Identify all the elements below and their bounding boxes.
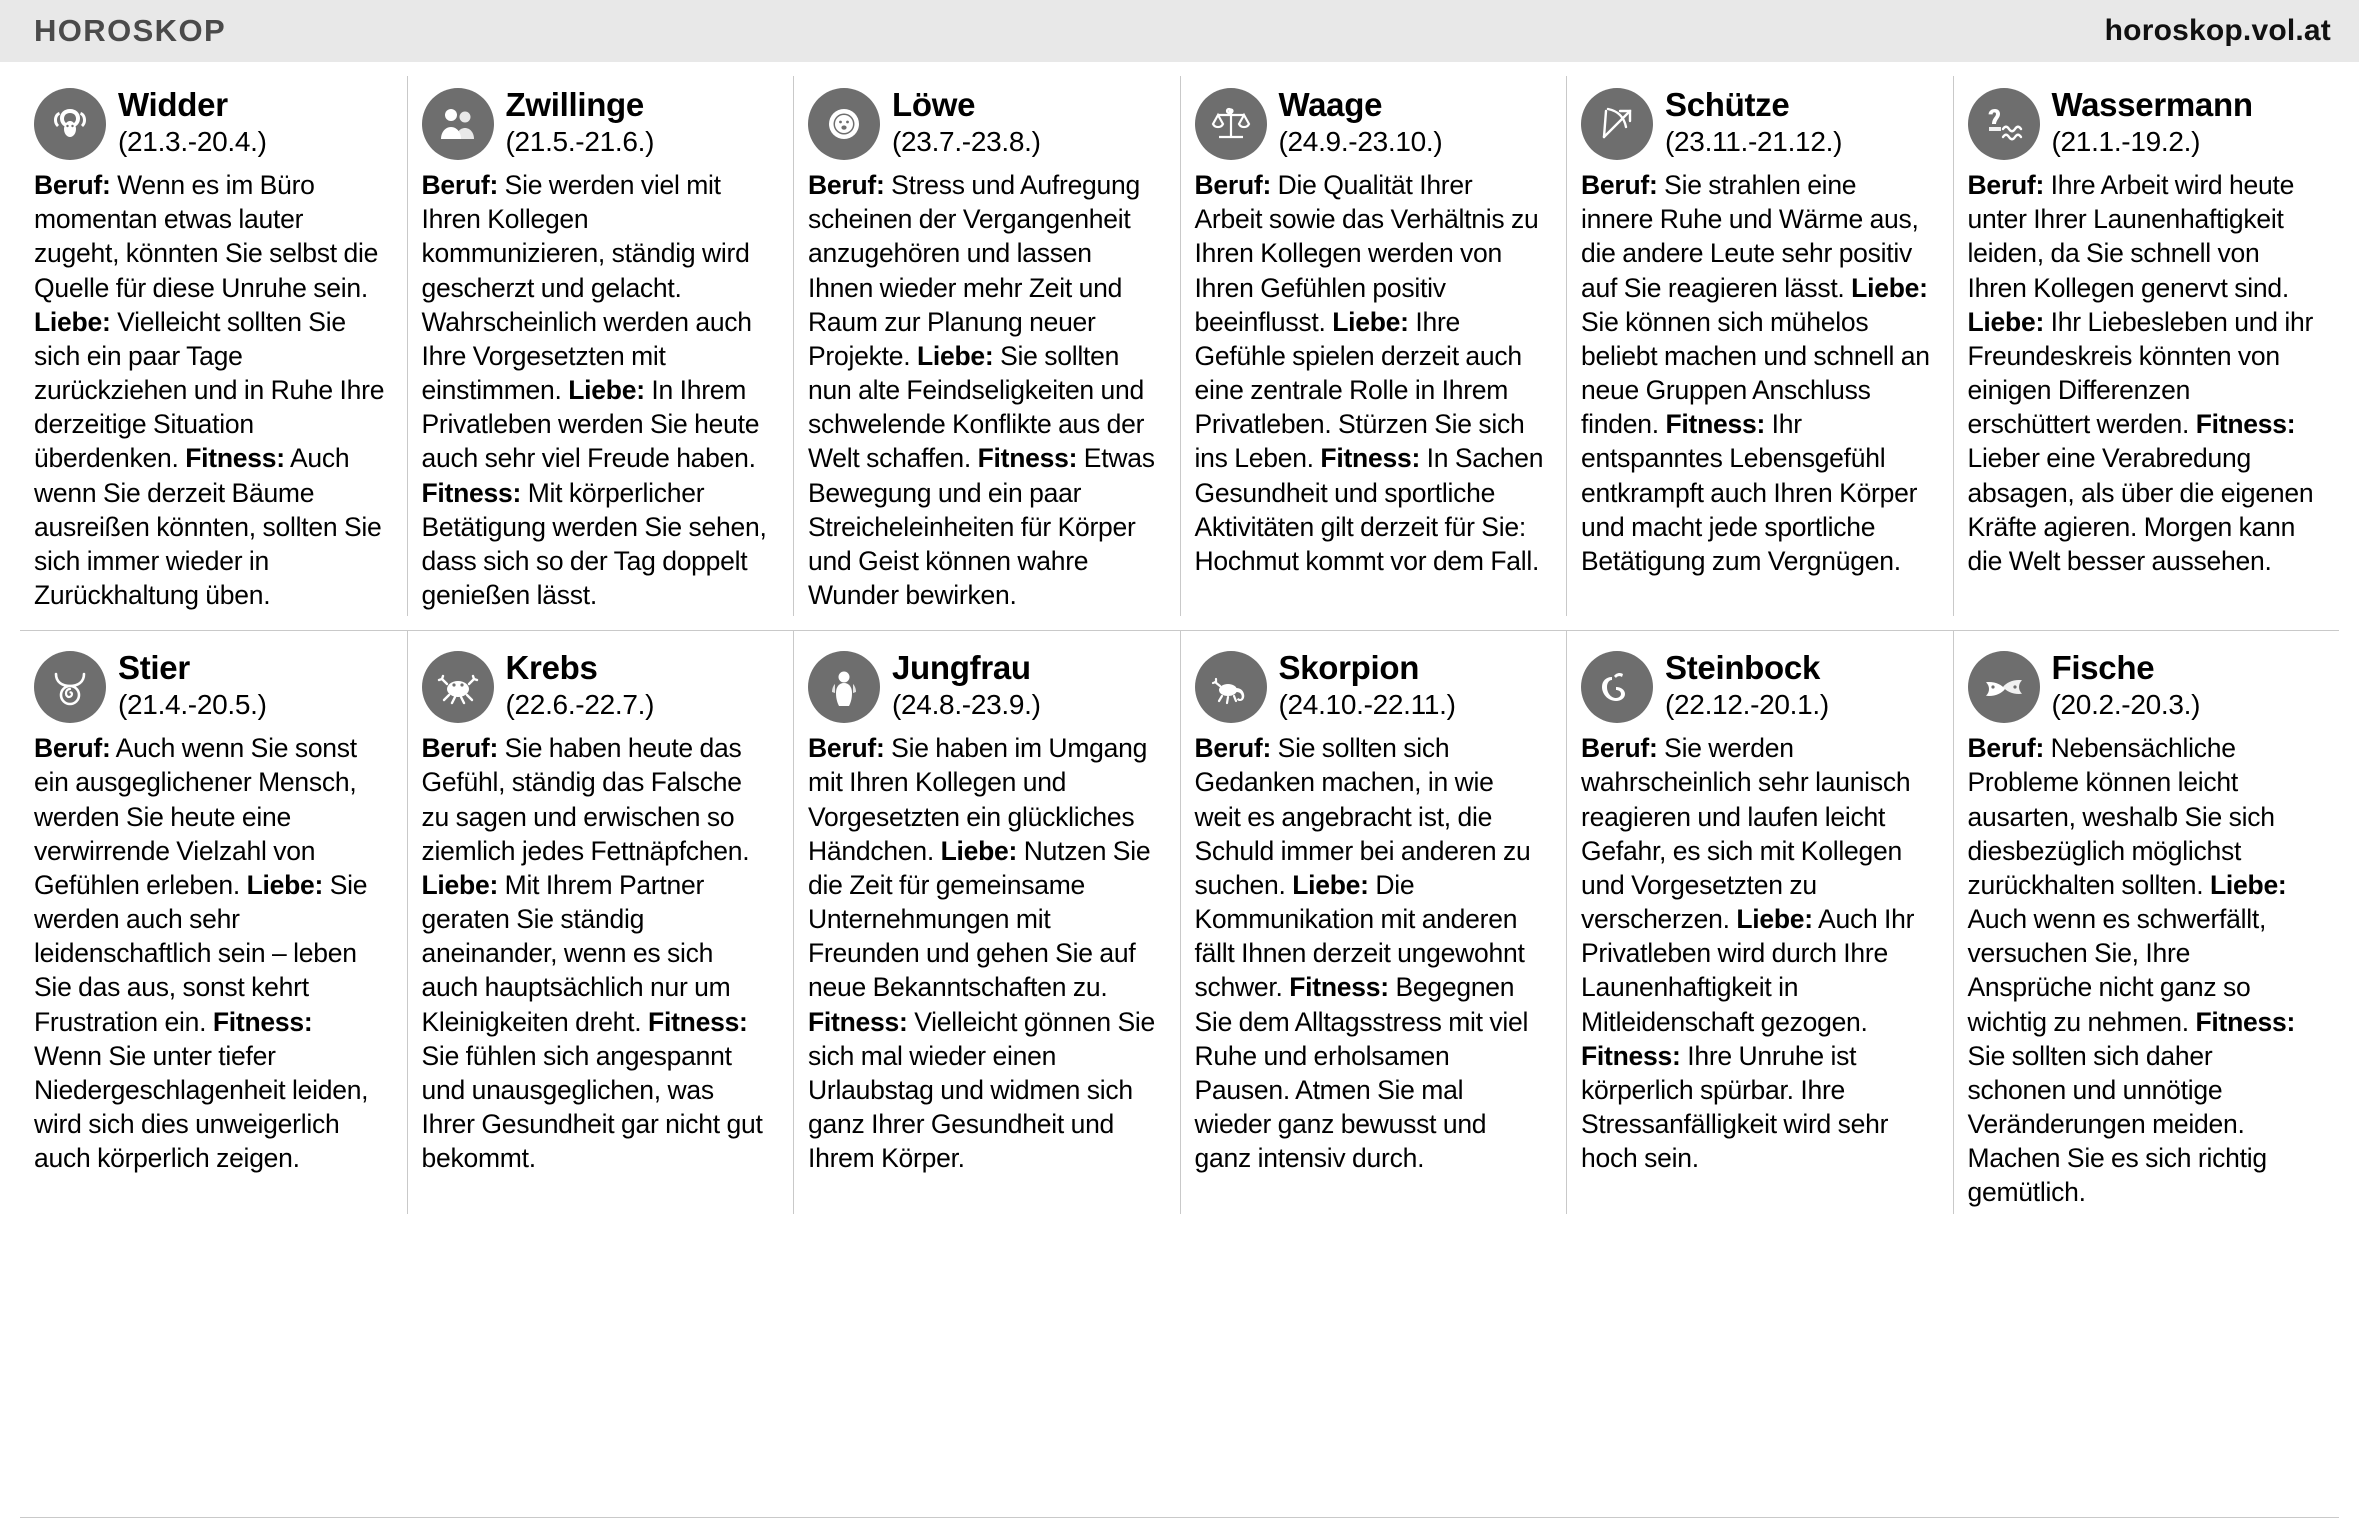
section-label: Fitness:: [648, 1006, 748, 1037]
section-label: Fitness:: [2195, 1006, 2296, 1037]
section-label: Beruf:: [1581, 733, 1658, 764]
section-label: Liebe:: [2209, 869, 2287, 900]
sign-body: [808, 731, 1158, 1175]
section-label: Fitness:: [1665, 409, 1766, 440]
section-label: Liebe:: [940, 835, 1018, 866]
sign-body: [1968, 731, 2318, 1209]
sign-title-block: [1665, 86, 1842, 158]
gemini-twins-icon: [422, 88, 494, 160]
bottom-divider: [20, 1517, 2339, 1518]
section-text: Die Qualität Ihrer Arbeit sowie das Verhältnis zu Ihren Kollegen werden von Ihren Gefühlen positiv beeinflusst.: [1194, 170, 1539, 337]
section-text: Ihre Arbeit wird heute unter Ihrer Launenhaftigkeit leiden, da Sie schnell von Ihren Kollegen genervt sind.: [1967, 170, 2295, 303]
sign-body: [34, 731, 385, 1175]
section-label: Beruf:: [808, 733, 885, 764]
sign-name: Widder: [118, 86, 228, 123]
source-url: horoskop.vol.at: [2104, 14, 2331, 47]
sign-header: [808, 649, 1158, 723]
sign-dates: (21.1.-19.2.): [2051, 125, 2201, 157]
section-text: Sie haben im Umgang mit Ihren Kollegen und Vorgesetzten ein glückliches Händchen.: [808, 733, 1148, 866]
sign-card-jungfrau[interactable]: [793, 631, 1180, 1213]
section-label: Liebe:: [1292, 869, 1369, 900]
section-text: Auch wenn Sie derzeit Bäume ausreißen könnten, sollten Sie sich immer wieder in Zurückhaltung üben.: [34, 443, 382, 611]
sign-card-krebs[interactable]: [407, 631, 794, 1213]
section-label: Fitness:: [808, 1006, 908, 1037]
section-text: Sie können sich mühelos beliebt machen und schnell an neue Gruppen Anschluss finden.: [1581, 306, 1930, 440]
section-label: Beruf:: [1967, 733, 2045, 764]
section-text: Sie werden viel mit Ihren Kollegen kommunizieren, ständig wird gescherzt und gelacht. Wahrscheinlich werden auch Ihre Vorgesetzten mit einstimmen.: [421, 170, 752, 406]
sign-name: Krebs: [505, 649, 598, 687]
section-text: Die Kommunikation mit anderen fällt Ihnen derzeit ungewohnt schwer.: [1194, 869, 1525, 1003]
section-label: Beruf:: [1581, 170, 1658, 200]
sign-name: Wassermann: [2051, 86, 2253, 123]
sign-dates: (21.4.-20.5.): [118, 688, 267, 720]
section-text: Sie werden wahrscheinlich sehr launisch reagieren und laufen leicht Gefahr, es sich mit Kollegen und Vorgesetzten zu verscherzen.: [1581, 733, 1911, 935]
sign-title-block: [506, 649, 655, 721]
section-label: Liebe:: [1332, 306, 1409, 337]
section-label: Fitness:: [1320, 443, 1421, 474]
section-text: Etwas Bewegung und ein paar Streicheleinheiten für Körper und Geist können wahre Wunder bewirken.: [808, 443, 1155, 611]
sign-card-zwillinge[interactable]: [407, 76, 794, 616]
section-label: Liebe:: [1851, 272, 1928, 303]
sign-header: [808, 86, 1158, 160]
sign-grid: [0, 62, 2359, 1214]
page-title: HOROSKOP: [34, 13, 227, 48]
sign-card-steinbock[interactable]: [1566, 631, 1953, 1213]
sign-title-block: [892, 649, 1041, 721]
section-label: Beruf:: [1967, 170, 2045, 200]
section-text: Sie sollten nun alte Feindseligkeiten und schwelende Konflikte aus der Welt schaffen.: [808, 340, 1145, 474]
section-label: Liebe:: [916, 340, 994, 371]
sign-name: Fische: [2051, 649, 2155, 687]
section-label: Liebe:: [1736, 904, 1813, 935]
cancer-crab-icon: [422, 651, 494, 723]
sign-title-block: [118, 86, 267, 158]
section-text: Sie werden auch sehr leidenschaftlich sein – leben Sie das aus, sonst kehrt Frustration ein.: [34, 869, 368, 1037]
sign-body: [422, 168, 772, 612]
section-text: Begegnen Sie dem Alltagsstress mit viel Ruhe und erholsamen Pausen. Atmen Sie mal wieder ganz bewusst und ganz intensiv durch.: [1194, 972, 1529, 1174]
sign-dates: (22.6.-22.7.): [505, 688, 655, 720]
aquarius-waterbearer-icon: [1968, 88, 2040, 160]
sign-title-block: [506, 86, 655, 158]
sign-body: [808, 168, 1158, 612]
section-label: Fitness:: [1581, 1040, 1681, 1071]
section-text: Nebensächliche Probleme können leicht ausarten, weshalb Sie sich diesbezüglich möglichst zurückhalten sollten.: [1967, 733, 2275, 900]
section-text: In Ihrem Privatleben werden Sie heute auch sehr viel Freude haben.: [421, 375, 760, 474]
section-label: Fitness:: [2195, 409, 2296, 440]
sign-name: Löwe: [892, 86, 976, 123]
section-text: Auch Ihr Privatleben wird durch Ihre Launenhaftigkeit in Mitleidenschaft gezogen.: [1581, 904, 1915, 1037]
section-label: Beruf:: [421, 170, 499, 200]
section-text: Lieber eine Verabredung absagen, als über die eigenen Kräfte agieren. Morgen kann die Welt besser aussehen.: [1967, 443, 2314, 576]
sign-body: [1195, 168, 1545, 578]
section-text: Wenn Sie unter tiefer Niedergeschlagenheit leiden, wird sich dies unweigerlich auch körperlich zeigen.: [34, 1040, 369, 1174]
section-label: Beruf:: [808, 170, 885, 200]
sign-body: [1195, 731, 1545, 1175]
leo-lion-icon: [808, 88, 880, 160]
sign-name: Waage: [1278, 86, 1383, 123]
capricorn-goat-icon: [1581, 651, 1653, 723]
sign-header: [1195, 86, 1545, 160]
sign-title-block: [1665, 649, 1829, 721]
sign-title-block: [892, 86, 1041, 158]
sign-dates: (23.11.-21.12.): [1665, 125, 1843, 157]
sign-body: [34, 168, 385, 612]
section-label: Liebe:: [246, 869, 324, 900]
sign-body: [1581, 168, 1931, 578]
section-text: Wenn es im Büro momentan etwas lauter zugeht, könnten Sie selbst die Quelle für diese Unruhe sein.: [34, 170, 379, 303]
section-text: Sie sollten sich Gedanken machen, in wie weit es angebracht ist, die Schuld immer bei anderen zu suchen.: [1194, 733, 1531, 900]
section-label: Beruf:: [34, 733, 111, 764]
sign-title-block: [118, 649, 267, 721]
sign-header: [1195, 649, 1545, 723]
section-label: Fitness:: [977, 443, 1078, 474]
section-text: Sie sollten sich daher schonen und unnötige Veränderungen meiden. Machen Sie es sich richtig gemütlich.: [1967, 1040, 2267, 1208]
sign-name: Jungfrau: [892, 649, 1031, 687]
section-text: Sie haben heute das Gefühl, ständig das Falsche zu sagen und erwischen so ziemlich jedes Fettnäpfchen.: [421, 733, 750, 866]
sign-dates: (20.2.-20.3.): [2051, 688, 2201, 720]
sign-name: Skorpion: [1278, 649, 1420, 687]
section-label: Liebe:: [34, 306, 111, 337]
section-label: Fitness:: [185, 443, 285, 474]
virgo-maiden-icon: [808, 651, 880, 723]
sign-header: [1968, 86, 2318, 160]
sign-body: [422, 731, 772, 1175]
sign-dates: (21.5.-21.6.): [505, 125, 655, 157]
sign-card-skorpion[interactable]: [1180, 631, 1567, 1213]
taurus-bull-icon: [34, 651, 106, 723]
section-text: Auch wenn Sie sonst ein ausgeglichener Mensch, werden Sie heute eine verwirrende Vielzahl von Gefühlen erleben.: [34, 733, 357, 900]
sign-body: [1968, 168, 2318, 578]
sign-dates: (24.8.-23.9.): [892, 688, 1041, 720]
section-text: Mit körperlicher Betätigung werden Sie sehen, dass sich so der Tag doppelt genießen lässt.: [421, 477, 767, 611]
sign-header: [34, 649, 385, 723]
sign-header: [1581, 86, 1931, 160]
section-text: Ihr entspanntes Lebensgefühl entkrampft auch Ihren Körper und macht jede sportliche Betätigung zum Vergnügen.: [1581, 409, 1918, 576]
section-text: Ihre Gefühle spielen derzeit auch eine zentrale Rolle in Ihrem Privatleben. Stürzen Sie sich ins Leben.: [1194, 306, 1525, 474]
section-text: In Sachen Gesundheit und sportliche Aktivitäten gilt derzeit für Sie: Hochmut kommt vor dem Fall.: [1194, 443, 1544, 576]
section-text: Nutzen Sie die Zeit für gemeinsame Unternehmungen mit Freunden und gehen Sie auf neue Bekanntschaften zu.: [808, 835, 1151, 1003]
sign-title-block: [2052, 86, 2253, 158]
sign-title-block: [1279, 86, 1443, 158]
pisces-fish-icon: [1968, 651, 2040, 723]
section-label: Fitness:: [1289, 972, 1389, 1003]
sign-card-waage[interactable]: [1180, 76, 1567, 616]
section-text: Sie fühlen sich angespannt und unausgeglichen, was Ihrer Gesundheit gar nicht gut bekommt.: [421, 1040, 763, 1174]
sign-dates: (22.12.-20.1.): [1665, 688, 1829, 720]
section-text: Vielleicht gönnen Sie sich mal wieder einen Urlaubstag und widmen sich ganz Ihrer Gesundheit und Ihrem Körper.: [808, 1006, 1155, 1174]
sign-dates: (23.7.-23.8.): [892, 125, 1041, 157]
section-text: Ihr Liebesleben und ihr Freundeskreis könnten von einigen Differenzen erschüttert werden.: [1967, 306, 2314, 440]
section-text: Mit Ihrem Partner geraten Sie ständig aneinander, wenn es sich auch hauptsächlich nur um Kleinigkeiten dreht.: [421, 869, 731, 1037]
sign-card-stier[interactable]: [20, 631, 407, 1213]
sign-name: Zwillinge: [505, 86, 644, 123]
sign-name: Steinbock: [1665, 649, 1821, 687]
aries-ram-icon: [34, 88, 106, 160]
section-label: Liebe:: [568, 375, 645, 406]
sagittarius-bow-icon: [1581, 88, 1653, 160]
sign-card-widder[interactable]: [20, 76, 407, 616]
scorpio-scorpion-icon: [1195, 651, 1267, 723]
sign-card-schütze[interactable]: [1566, 76, 1953, 616]
sign-title-block: [2052, 649, 2201, 721]
sign-dates: (24.10.-22.11.): [1278, 688, 1456, 720]
sign-title-block: [1279, 649, 1456, 721]
sign-body: [1581, 731, 1931, 1175]
section-label: Liebe:: [421, 869, 499, 900]
section-label: Liebe:: [1967, 306, 2045, 337]
section-label: Beruf:: [34, 170, 111, 200]
section-text: Ihre Unruhe ist körperlich spürbar. Ihre Stressanfälligkeit wird sehr hoch sein.: [1581, 1040, 1889, 1174]
section-label: Beruf:: [1194, 170, 1272, 200]
sign-card-löwe[interactable]: [793, 76, 1180, 616]
section-text: Sie strahlen eine innere Ruhe und Wärme aus, die andere Leute sehr positiv auf Sie reagieren lässt.: [1581, 170, 1919, 303]
sign-dates: (21.3.-20.4.): [118, 125, 267, 157]
libra-scales-icon: [1195, 88, 1267, 160]
section-text: Auch wenn es schwerfällt, versuchen Sie, Ihre Ansprüche nicht ganz so wichtig zu nehmen.: [1967, 904, 2267, 1037]
sign-dates: (24.9.-23.10.): [1278, 125, 1443, 157]
section-label: Beruf:: [421, 733, 499, 764]
page-header: [0, 0, 2359, 62]
section-label: Fitness:: [212, 1006, 313, 1037]
sign-header: [34, 86, 385, 160]
section-label: Beruf:: [1194, 733, 1272, 764]
sign-name: Schütze: [1665, 86, 1790, 123]
sign-header: [1968, 649, 2318, 723]
sign-header: [1581, 649, 1931, 723]
section-text: Vielleicht sollten Sie sich ein paar Tage zurückziehen und in Ruhe Ihre derzeitige Situation überdenken.: [34, 306, 385, 474]
section-text: Stress und Aufregung scheinen der Vergangenheit anzugehören und lassen Ihnen wieder mehr Zeit und Raum zur Planung neuer Projekte.: [808, 170, 1141, 371]
sign-name: Stier: [118, 649, 190, 687]
sign-card-fische[interactable]: [1953, 631, 2340, 1213]
section-label: Fitness:: [421, 477, 522, 508]
sign-header: [422, 649, 772, 723]
sign-card-wassermann[interactable]: [1953, 76, 2340, 616]
sign-header: [422, 86, 772, 160]
